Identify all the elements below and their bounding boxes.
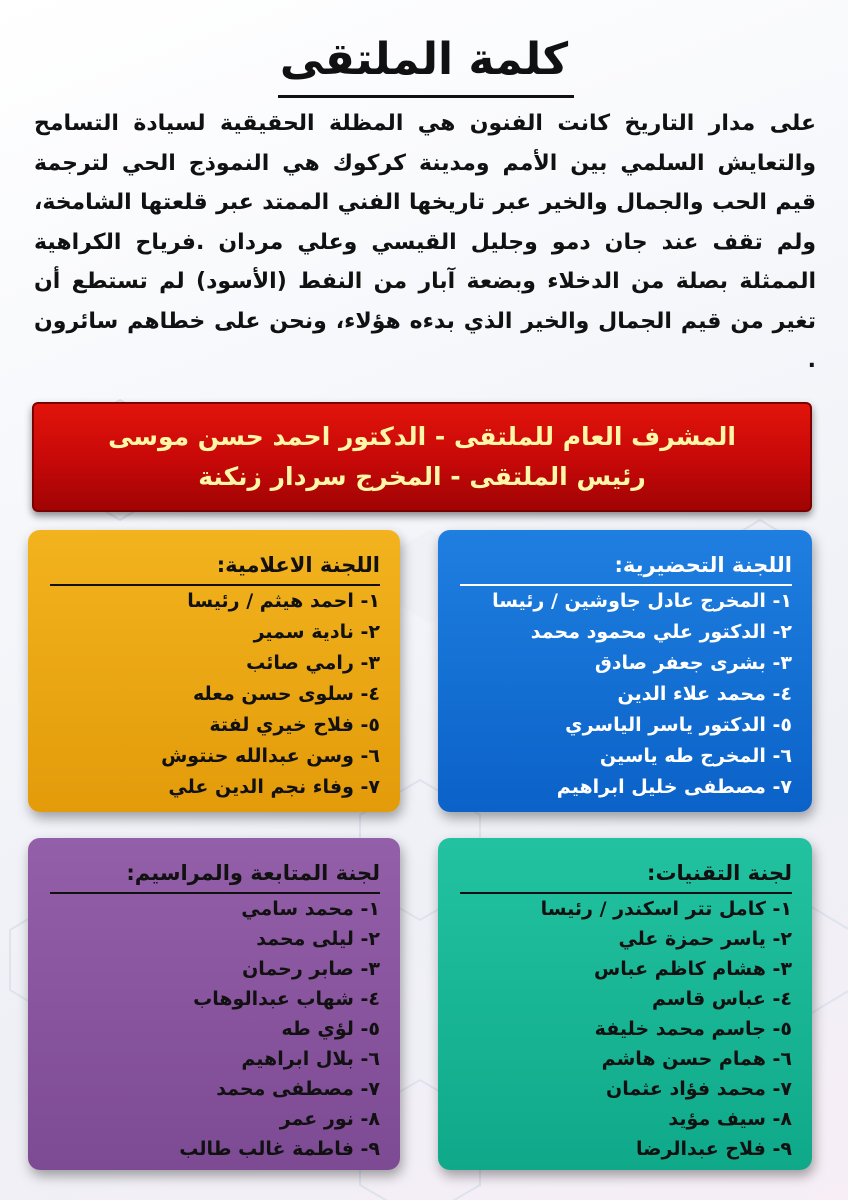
list-item: ٦- المخرج طه ياسين xyxy=(599,745,792,767)
list-item: ٦- وسن عبدالله حنتوش xyxy=(161,745,380,767)
festival-head-line: رئيس الملتقى - المخرج سردار زنكنة xyxy=(198,462,646,491)
technical-committee-list xyxy=(460,894,792,1164)
list-item: ١- محمد سامي xyxy=(241,898,380,920)
supervisors-banner xyxy=(32,402,812,512)
list-item: ٩- فاطمة غالب طالب xyxy=(179,1138,380,1160)
list-item: ١- كامل تتر اسكندر / رئيسا xyxy=(540,898,792,920)
list-item: ٢- نادية سمير xyxy=(253,621,380,643)
list-item: ٢- الدكتور علي محمود محمد xyxy=(530,621,792,643)
list-item: ٥- الدكتور ياسر الياسري xyxy=(565,714,792,736)
list-item: ١- احمد هيثم / رئيسا xyxy=(187,590,380,612)
list-item: ٥- جاسم محمد خليفة xyxy=(594,1018,792,1040)
media-committee-card xyxy=(28,530,400,812)
preparatory-committee-title: اللجنة التحضيرية: xyxy=(460,550,792,586)
list-item: ٦- همام حسن هاشم xyxy=(601,1048,792,1070)
media-committee-list xyxy=(50,586,380,803)
followup-committee-title: لجنة المتابعة والمراسيم: xyxy=(50,858,380,894)
list-item: ٣- رامي صائب xyxy=(246,652,380,674)
list-item: ٢- ياسر حمزة علي xyxy=(618,928,792,950)
list-item: ٨- سيف مؤيد xyxy=(668,1108,792,1130)
media-committee-title: اللجنة الاعلامية: xyxy=(50,550,380,586)
list-item: ٤- محمد علاء الدين xyxy=(617,683,792,705)
preparatory-committee-list xyxy=(460,586,792,803)
list-item: ٣- صابر رحمان xyxy=(242,958,380,980)
list-item: ٩- فلاح عبدالرضا xyxy=(636,1138,792,1160)
intro-paragraph: على مدار التاريخ كانت الفنون هي المظلة الحقيقية لسيادة التسامح والتعايش السلمي بين الأمم ومدينة كركوك هي النموذج الحي لترجمة قيم الحب والجمال والخير عبر تاريخها الفني الممتد عبر قلعتها الشامخة، ولم تقف عند جان دمو وجليل القيسي وعلي مردان .فرياح الكراهية الممثلة بصلة من الدخلاء وبضعة آبار من النفط (الأسود) لم تستطع أن تغير من قيم الجمال والخير الذي بدءه هؤلاء، ونحن على خطاهم سائرون . xyxy=(34,111,816,373)
general-supervisor-line: المشرف العام للملتقى - الدكتور احمد حسن موسى xyxy=(108,422,736,451)
list-item: ١- المخرج عادل جاوشين / رئيسا xyxy=(492,590,792,612)
title-underline xyxy=(278,95,574,98)
followup-committee-card xyxy=(28,838,400,1170)
list-item: ٧- وفاء نجم الدين علي xyxy=(168,776,380,798)
list-item: ٧- محمد فؤاد عثمان xyxy=(606,1078,792,1100)
page-title: كلمة الملتقى xyxy=(279,34,569,85)
list-item: ٥- فلاح خيري لفتة xyxy=(209,714,380,736)
list-item: ٣- بشرى جعفر صادق xyxy=(594,652,792,674)
list-item: ٧- مصطفى محمد xyxy=(216,1078,380,1100)
list-item: ٧- مصطفى خليل ابراهيم xyxy=(556,776,792,798)
list-item: ٣- هشام كاظم عباس xyxy=(594,958,792,980)
list-item: ٢- ليلى محمد xyxy=(256,928,380,950)
list-item: ٤- شهاب عبدالوهاب xyxy=(193,988,380,1010)
technical-committee-card xyxy=(438,838,812,1170)
list-item: ٤- عباس قاسم xyxy=(652,988,792,1010)
list-item: ٤- سلوى حسن معله xyxy=(193,683,380,705)
list-item: ٨- نور عمر xyxy=(279,1108,380,1130)
preparatory-committee-card xyxy=(438,530,812,812)
list-item: ٥- لؤي طه xyxy=(281,1018,380,1040)
technical-committee-title: لجنة التقنيات: xyxy=(460,858,792,894)
followup-committee-list xyxy=(50,894,380,1164)
list-item: ٦- بلال ابراهيم xyxy=(241,1048,380,1070)
